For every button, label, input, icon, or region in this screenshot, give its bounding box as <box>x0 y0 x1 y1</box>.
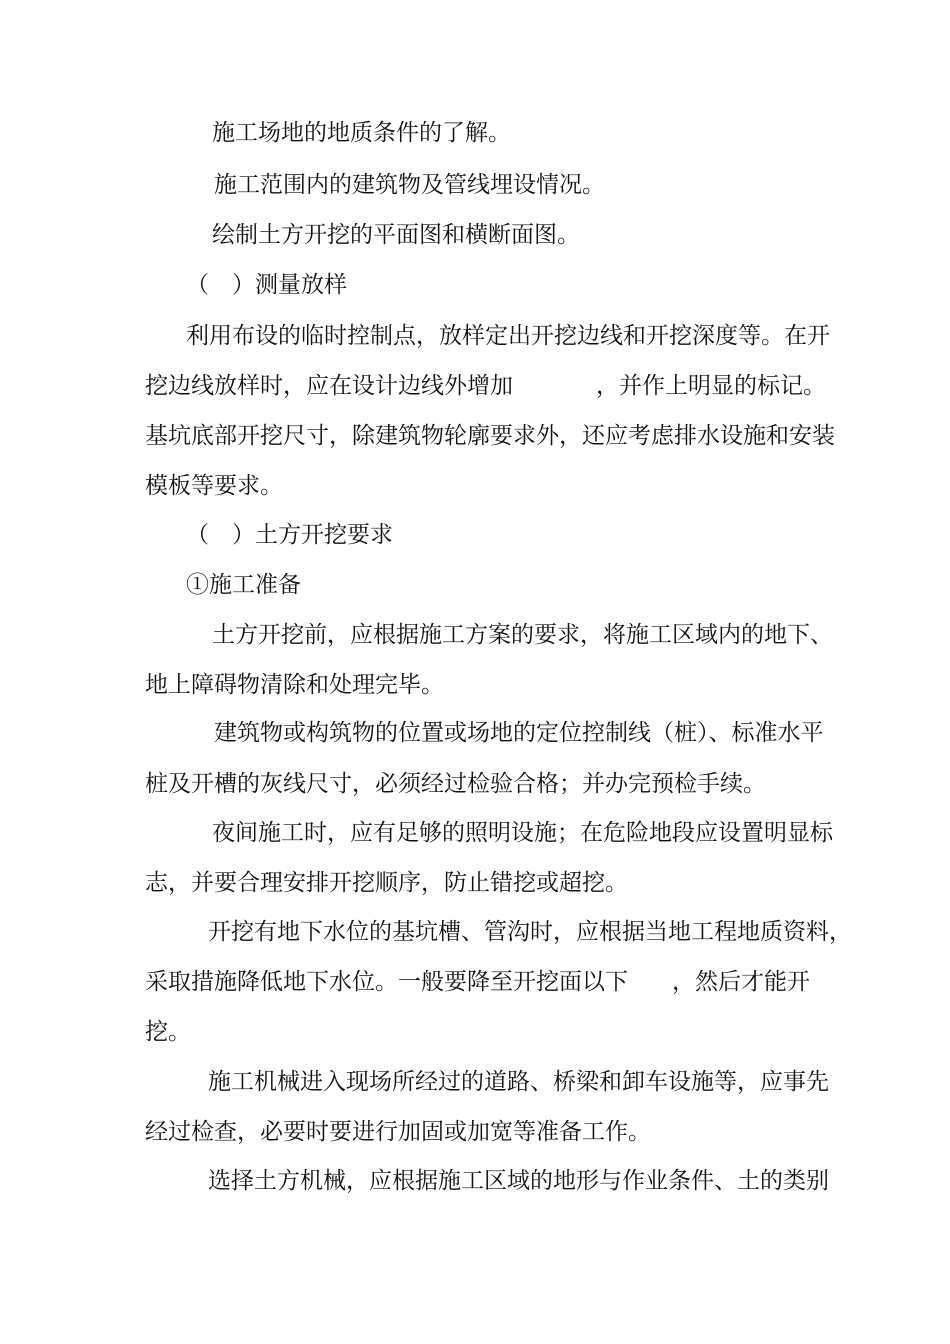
text-line: 利用布设的临时控制点，放样定出开挖边线和开挖深度等。在开 <box>186 323 830 349</box>
text-line: 施工机械进入现场所经过的道路、桥梁和卸车设施等，应事先 <box>208 1069 829 1095</box>
text-line: 志，并要合理安排开挖顺序，防止错挖或超挖。 <box>145 870 628 896</box>
text-line: 基坑底部开挖尺寸，除建筑物轮廓要求外，还应考虑排水设施和安装 <box>145 423 835 449</box>
subsection-heading: ①施工准备 <box>186 572 301 598</box>
text-line: 模板等要求。 <box>145 473 283 499</box>
text-line: 采取措施降低地下水位。一般要降至开挖面以下 <box>145 969 628 995</box>
text-line: 挖。 <box>145 1019 191 1045</box>
text-line: 挖边线放样时，应在设计边线外增加 <box>145 373 513 399</box>
text-line: 土方开挖前，应根据施工方案的要求，将施工区域内的地下、 <box>212 622 833 648</box>
text-line: 经过检查，必要时要进行加固或加宽等准备工作。 <box>145 1119 651 1145</box>
text-line: ，并作上明显的标记。 <box>596 373 826 399</box>
text-line: 施工场地的地质条件的了解。 <box>212 120 511 146</box>
text-line: 绘制土方开挖的平面图和横断面图。 <box>212 222 580 248</box>
text-line: ，然后才能开 <box>672 969 810 995</box>
section-heading: （ ）土方开挖要求 <box>186 522 393 548</box>
text-line: 选择土方机械，应根据施工区域的地形与作业条件、土的类别 <box>208 1168 829 1194</box>
text-line: 地上障碍物清除和处理完毕。 <box>145 672 444 698</box>
text-line: 夜间施工时，应有足够的照明设施；在危险地段应设置明显标 <box>212 820 833 846</box>
section-heading: （ ）测量放样 <box>186 272 347 298</box>
text-line: 开挖有地下水位的基坑槽、管沟时，应根据当地工程地质资料， <box>208 919 852 945</box>
text-line: 施工范围内的建筑物及管线埋设情况。 <box>214 172 605 198</box>
text-line: 建筑物或构筑物的位置或场地的定位控制线（桩）、标准水平 <box>214 720 824 746</box>
text-line: 桩及开槽的灰线尺寸，必须经过检验合格；并办完预检手续。 <box>145 771 766 797</box>
